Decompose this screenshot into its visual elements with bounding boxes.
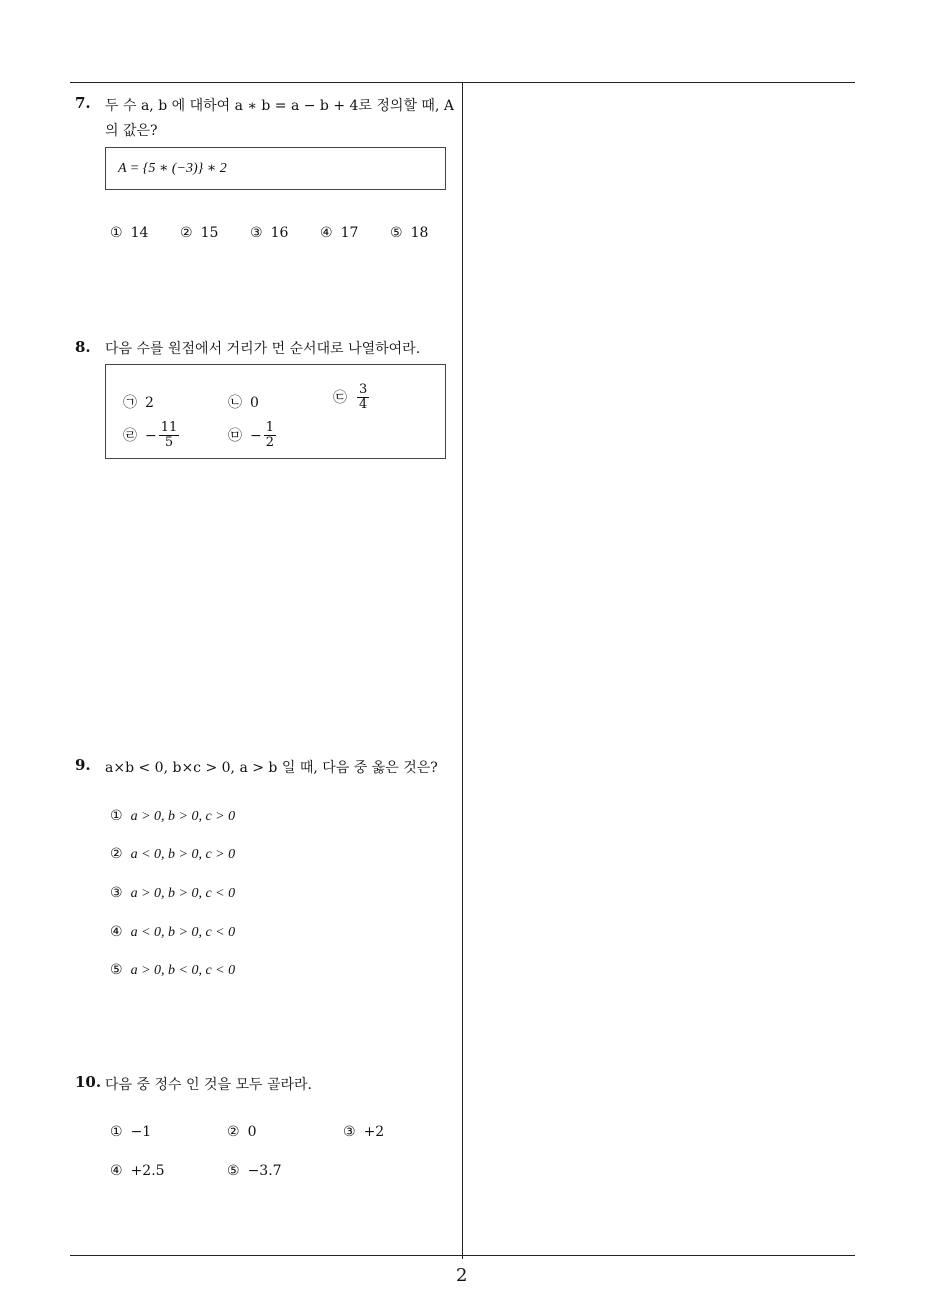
item-sign: −: [250, 427, 262, 444]
choice-marker: ④: [110, 924, 123, 940]
question-number: 10.: [75, 1073, 102, 1091]
question-text-line-1: 두 수 a, b 에 대하여 a ∗ b = a − b + 4로 정의할 때, A: [105, 98, 454, 114]
choice-2[interactable]: [227, 1124, 256, 1140]
expression-text: A = {5 ∗ (−3)} ∗ 2: [118, 161, 227, 176]
choice-4[interactable]: [320, 225, 358, 241]
choice-3[interactable]: [343, 1124, 384, 1140]
item-digeut: [333, 383, 369, 413]
item-marker: ㉠: [123, 395, 137, 411]
bottom-rule: [70, 1255, 855, 1256]
question-number: 8.: [75, 338, 91, 356]
fraction: [264, 421, 276, 451]
choice-marker: ②: [110, 846, 123, 862]
choice-marker: ②: [227, 1124, 240, 1140]
choice-text: 15: [200, 225, 219, 241]
question-text: 다음 수를 원점에서 거리가 먼 순서대로 나열하여라.: [105, 341, 421, 357]
choice-marker: ①: [110, 225, 123, 241]
item-marker: ㉣: [123, 427, 137, 444]
choice-3[interactable]: [250, 225, 288, 241]
choice-marker: ①: [110, 1124, 123, 1140]
choice-1[interactable]: [110, 808, 235, 825]
fraction-numerator: 3: [359, 382, 368, 397]
column-divider: [462, 82, 463, 1259]
choice-text: a < 0, b > 0, c > 0: [130, 847, 236, 862]
choice-marker: ③: [110, 885, 123, 901]
choice-1[interactable]: [110, 225, 148, 241]
item-marker: ㉤: [228, 427, 242, 444]
choice-text: 0: [247, 1124, 257, 1140]
item-value: 0: [250, 395, 259, 411]
fraction-denominator: 2: [265, 435, 275, 451]
choice-marker: ③: [250, 225, 263, 241]
choice-text: 14: [130, 225, 149, 241]
choice-4[interactable]: [110, 1163, 165, 1179]
choice-text: a > 0, b < 0, c < 0: [130, 963, 236, 978]
item-value: 2: [145, 395, 154, 411]
choice-marker: ⑤: [390, 225, 403, 241]
choice-text: +2: [363, 1124, 385, 1140]
choice-marker: ⑤: [110, 962, 123, 978]
choice-text: a < 0, b > 0, c < 0: [130, 925, 236, 940]
choice-text: a > 0, b > 0, c < 0: [130, 886, 236, 901]
choice-3[interactable]: [110, 885, 235, 902]
choice-marker: ②: [180, 225, 193, 241]
choice-text: 16: [270, 225, 289, 241]
choice-marker: ①: [110, 808, 123, 824]
choice-text: 17: [340, 225, 359, 241]
choice-marker: ④: [320, 225, 333, 241]
choice-5[interactable]: [390, 225, 428, 241]
choice-text: a > 0, b > 0, c > 0: [130, 809, 236, 824]
choice-marker: ④: [110, 1163, 123, 1179]
items-box: [105, 364, 446, 459]
fraction: [159, 421, 180, 451]
choice-5[interactable]: [227, 1163, 282, 1179]
choice-1[interactable]: [110, 1124, 151, 1140]
fraction: [357, 383, 369, 413]
choice-4[interactable]: [110, 924, 235, 941]
choice-5[interactable]: [110, 962, 235, 979]
choice-2[interactable]: [180, 225, 218, 241]
item-rieul: [123, 421, 179, 451]
fraction-numerator: 1: [265, 420, 275, 435]
item-giyeok: [123, 392, 154, 412]
choice-text: −1: [130, 1124, 152, 1140]
fraction-denominator: 4: [359, 397, 368, 413]
page-number: 2: [456, 1265, 468, 1286]
choice-2[interactable]: [110, 846, 235, 863]
choice-text: 18: [410, 225, 429, 241]
item-marker: ㉢: [333, 389, 347, 406]
item-sign: −: [145, 427, 157, 444]
question-text-line-2: 의 값은?: [105, 123, 158, 139]
choice-marker: ⑤: [227, 1163, 240, 1179]
fraction-numerator: 11: [160, 420, 178, 435]
expression-box: [105, 147, 446, 190]
fraction-denominator: 5: [164, 435, 174, 451]
item-mieum: [228, 421, 276, 451]
question-number: 9.: [75, 756, 91, 774]
item-marker: ㉡: [228, 395, 242, 411]
choice-text: −3.7: [247, 1163, 282, 1179]
question-number: 7.: [75, 94, 91, 112]
choice-text: +2.5: [130, 1163, 165, 1179]
item-nieun: [228, 392, 259, 412]
question-text: a×b < 0, b×c > 0, a > b 일 때, 다음 중 옳은 것은?: [105, 760, 438, 776]
question-text: 다음 중 정수 인 것을 모두 골라라.: [105, 1077, 312, 1093]
choice-marker: ③: [343, 1124, 356, 1140]
